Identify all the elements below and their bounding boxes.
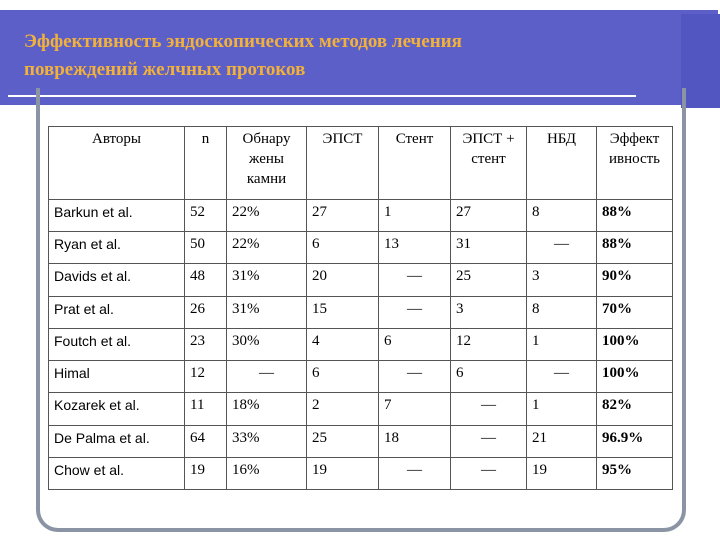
cell-epst: 19: [307, 457, 379, 489]
table-row: [49, 393, 673, 425]
cell-stones: —: [227, 361, 307, 393]
cell-stent: —: [379, 361, 451, 393]
cell-nbd: 1: [527, 328, 597, 360]
cell-authors: Davids et al.: [49, 264, 185, 296]
cell-nbd: 21: [527, 425, 597, 457]
slide-title-line-1: Эффективность эндоскопических методов лечения: [24, 31, 462, 52]
cell-authors: Ryan et al.: [49, 232, 185, 264]
cell-stent: —: [379, 264, 451, 296]
table-header-row: [49, 127, 673, 200]
cell-epst-stent: 27: [451, 200, 527, 232]
cell-epst: 2: [307, 393, 379, 425]
cell-authors: Kozarek et al.: [49, 393, 185, 425]
cell-epst-stent: 6: [451, 361, 527, 393]
header-epst-stent: ЭПСТ + стент: [451, 127, 527, 200]
cell-epst: 6: [307, 232, 379, 264]
table-row: [49, 457, 673, 489]
cell-authors: Foutch et al.: [49, 328, 185, 360]
header-effectiveness: Эффект ивность: [597, 127, 673, 200]
table-row: [49, 425, 673, 457]
table-row: [49, 264, 673, 296]
cell-stent: 7: [379, 393, 451, 425]
cell-n: 11: [185, 393, 227, 425]
cell-n: 19: [185, 457, 227, 489]
cell-stones: 18%: [227, 393, 307, 425]
header-stones-found: Обнару жены камни: [227, 127, 307, 200]
cell-nbd: —: [527, 232, 597, 264]
cell-stones: 22%: [227, 200, 307, 232]
cell-epst: 6: [307, 361, 379, 393]
cell-stent: 6: [379, 328, 451, 360]
header-n: n: [185, 127, 227, 200]
cell-effectiveness: 88%: [597, 232, 673, 264]
cell-stent: —: [379, 296, 451, 328]
cell-nbd: —: [527, 361, 597, 393]
cell-epst: 25: [307, 425, 379, 457]
table-row: [49, 361, 673, 393]
cell-stones: 33%: [227, 425, 307, 457]
header-authors: Авторы: [49, 127, 185, 200]
cell-effectiveness: 100%: [597, 328, 673, 360]
header-epst: ЭПСТ: [307, 127, 379, 200]
cell-epst-stent: 31: [451, 232, 527, 264]
cell-epst: 15: [307, 296, 379, 328]
cell-authors: Barkun et al.: [49, 200, 185, 232]
cell-n: 50: [185, 232, 227, 264]
cell-epst-stent: —: [451, 457, 527, 489]
cell-authors: Prat et al.: [49, 296, 185, 328]
cell-epst: 4: [307, 328, 379, 360]
cell-nbd: 1: [527, 393, 597, 425]
cell-stent: 18: [379, 425, 451, 457]
cell-effectiveness: 70%: [597, 296, 673, 328]
cell-epst-stent: 3: [451, 296, 527, 328]
cell-epst-stent: —: [451, 393, 527, 425]
table-row: [49, 296, 673, 328]
cell-epst-stent: —: [451, 425, 527, 457]
cell-authors: De Palma et al.: [49, 425, 185, 457]
cell-effectiveness: 100%: [597, 361, 673, 393]
cell-effectiveness: 82%: [597, 393, 673, 425]
cell-effectiveness: 90%: [597, 264, 673, 296]
cell-epst: 20: [307, 264, 379, 296]
cell-stent: 13: [379, 232, 451, 264]
cell-n: 52: [185, 200, 227, 232]
cell-n: 12: [185, 361, 227, 393]
cell-n: 48: [185, 264, 227, 296]
slide-title: [24, 28, 644, 84]
cell-epst: 27: [307, 200, 379, 232]
cell-effectiveness: 95%: [597, 457, 673, 489]
cell-epst-stent: 25: [451, 264, 527, 296]
cell-stent: 1: [379, 200, 451, 232]
cell-nbd: 3: [527, 264, 597, 296]
cell-epst-stent: 12: [451, 328, 527, 360]
cell-stones: 22%: [227, 232, 307, 264]
header-nbd: НБД: [527, 127, 597, 200]
slide-title-line-2: повреждений желчных протоков: [24, 59, 306, 80]
cell-authors: Himal: [49, 361, 185, 393]
cell-nbd: 19: [527, 457, 597, 489]
table-row: [49, 232, 673, 264]
cell-n: 23: [185, 328, 227, 360]
table-row: [49, 328, 673, 360]
cell-authors: Chow et al.: [49, 457, 185, 489]
cell-nbd: 8: [527, 296, 597, 328]
cell-nbd: 8: [527, 200, 597, 232]
cell-effectiveness: 88%: [597, 200, 673, 232]
cell-n: 64: [185, 425, 227, 457]
header-stent: Стент: [379, 127, 451, 200]
cell-stones: 16%: [227, 457, 307, 489]
table-row: [49, 200, 673, 232]
header-corner-block: [681, 14, 720, 108]
cell-stent: —: [379, 457, 451, 489]
cell-n: 26: [185, 296, 227, 328]
results-table: [48, 126, 673, 490]
cell-stones: 31%: [227, 296, 307, 328]
cell-stones: 30%: [227, 328, 307, 360]
cell-stones: 31%: [227, 264, 307, 296]
cell-effectiveness: 96.9%: [597, 425, 673, 457]
